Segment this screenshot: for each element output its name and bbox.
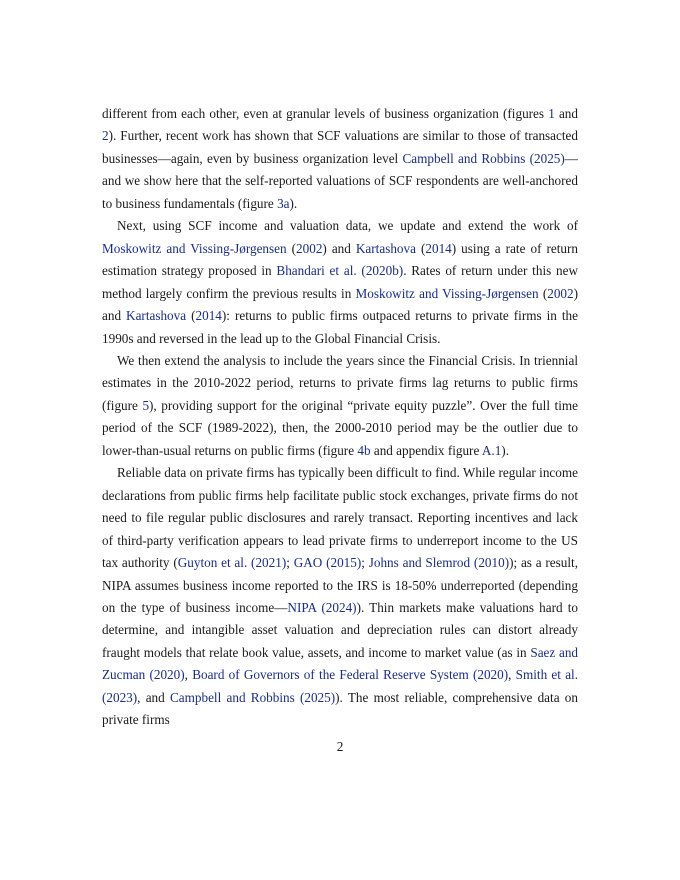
paragraph-text: and appendix figure	[370, 442, 482, 458]
citation-link[interactable]: Moskowitz and Vissing-Jørgensen	[355, 285, 539, 301]
paragraph-text: ;	[361, 555, 369, 571]
paragraph	[102, 462, 578, 731]
citation-link[interactable]: Saez and Zucman	[102, 644, 579, 683]
body-text	[102, 103, 578, 732]
paragraph-text: (	[415, 240, 426, 256]
citation-link[interactable]: Guyton et al. (2021)	[177, 555, 287, 571]
paragraph-text: ). Thin markets make valuations hard to determine, and intangible asset valuation and depreciation rules can distort already fraught models that relate book value, assets, and income to market value (as in	[102, 599, 578, 660]
paragraph-text: ): returns to public firms outpaced returns to private firms in the 1990s and reversed in the lead up to the Global Financial Crisis.	[102, 308, 578, 346]
citation-link[interactable]: (2020)	[149, 667, 185, 683]
citation-link[interactable]: 2	[102, 128, 109, 144]
paragraph	[102, 215, 578, 350]
paragraph-text: . Rates of return under this new method largely confirm the previous results in	[102, 263, 578, 301]
citation-link[interactable]: GAO (2015)	[293, 555, 362, 571]
paragraph-text: ). The most reliable, comprehensive data on private firms	[102, 689, 578, 728]
paragraph-text: (	[286, 240, 297, 256]
citation-link[interactable]: NIPA (2024)	[287, 599, 357, 615]
paragraph-text: and	[554, 106, 578, 121]
paragraph-text: , and	[137, 689, 170, 705]
citation-link[interactable]: Smith et al. (2023)	[102, 667, 579, 705]
citation-link[interactable]: Board of Governors of the Federal Reserve System (2020)	[192, 667, 509, 683]
citation-link[interactable]: 2002	[296, 240, 323, 256]
citation-link[interactable]: Campbell and Robbins (2025)	[169, 689, 336, 705]
paragraph-text: —and we show here that the self-reported valuations of SCF respondents are well-anchored to business fundamentals (figure	[102, 150, 578, 211]
paragraph-text: ) and	[322, 240, 356, 256]
paragraph-text: (	[538, 285, 548, 301]
paragraph-text: Next, using SCF income and valuation data, we update and extend the work of	[117, 218, 578, 234]
citation-link[interactable]: Campbell and Robbins (2025)	[402, 150, 565, 166]
page-number: 2	[336, 739, 344, 754]
paragraph-text: ).	[289, 195, 298, 211]
paragraph-text: ) using a rate of return estimation strategy proposed in	[102, 240, 578, 279]
paragraph-text: different from each other, even at granular levels of business organization (figures	[102, 106, 549, 121]
citation-link[interactable]: A.1	[481, 442, 502, 458]
citation-link[interactable]: Bhandari et al. (2020b)	[276, 263, 404, 279]
paragraph-text: ).	[501, 442, 509, 458]
citation-link[interactable]: 3a	[277, 195, 290, 211]
citation-link[interactable]: Johns and Slemrod (2010)	[368, 555, 510, 571]
paragraph-text: Reliable data on private firms has typically been difficult to find. While regular income declarations from public firms help facilitate public stock exchanges, private firms do not need to file regular public disclosures and rarely transact. Reporting incentives and lack of third-party verification appears to lead private firms to underreport income to the US tax authority (	[102, 465, 578, 571]
citation-link[interactable]: 4b	[357, 442, 371, 458]
citation-link[interactable]: Kartashova	[355, 240, 416, 256]
citation-link[interactable]: 2002	[547, 285, 574, 301]
paragraph-text: We then extend the analysis to include the years since the Financial Crisis. In triennial estimates in the 2010-2022 period, returns to private firms lag returns to public firms (figure	[102, 352, 578, 413]
paragraph-text: ) and	[102, 285, 578, 324]
paragraph-text: (	[186, 308, 196, 324]
paragraph	[102, 103, 578, 215]
paragraph-text: ;	[286, 555, 294, 571]
paragraph-text: ,	[508, 667, 516, 683]
citation-link[interactable]: 2014	[425, 240, 452, 256]
citation-link[interactable]: Moskowitz and Vissing-Jørgensen	[102, 240, 287, 256]
paragraph	[102, 350, 578, 462]
citation-link[interactable]: 2014	[195, 308, 222, 324]
citation-link[interactable]: 1	[548, 106, 555, 121]
citation-link[interactable]: 5	[142, 397, 150, 413]
paragraph-text: ,	[184, 667, 193, 683]
citation-link[interactable]: Kartashova	[126, 308, 187, 324]
paragraph-text: ), providing support for the original “private equity puzzle”. Over the full time period of the SCF (1989-2022), then, the 2000-2010 period may be the outlier due to lower-than-usual returns on public firms (figure	[102, 397, 578, 458]
paragraph-text: ); as a result, NIPA assumes business income reported to the IRS is 18-50% underreported (depending on the type of business income—	[102, 555, 579, 615]
paragraph-text: ). Further, recent work has shown that SCF valuations are similar to those of transacted businesses—again, even by business organization level	[102, 128, 578, 166]
